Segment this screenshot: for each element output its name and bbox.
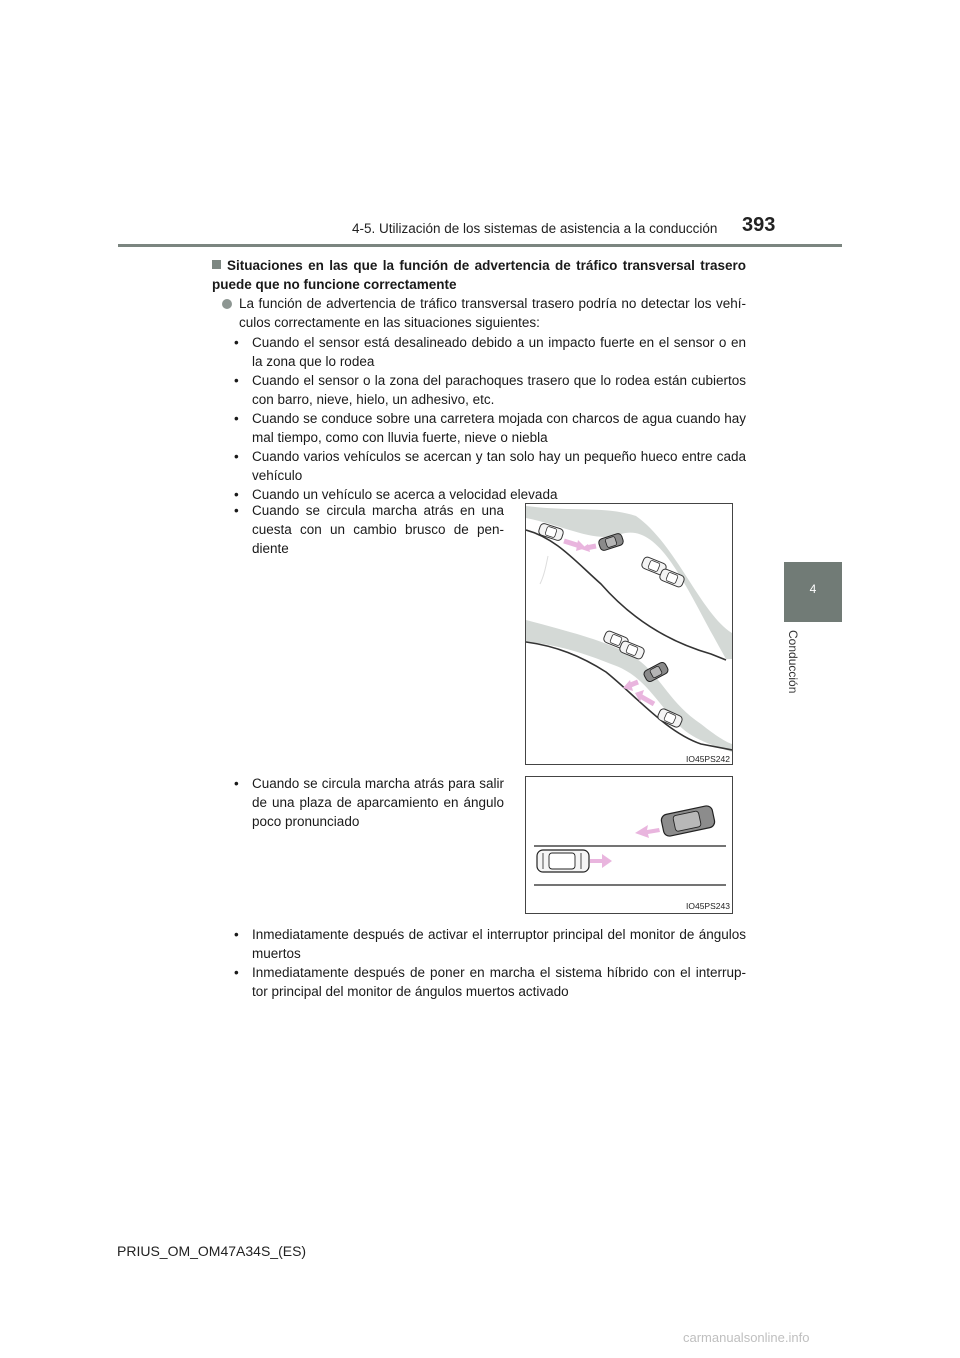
intro-paragraph: [222, 294, 746, 332]
circle-bullet-icon: [222, 299, 232, 309]
figure-code: IO45PS242: [686, 754, 730, 764]
list-item: • Cuando el sensor está desalineado debido a un impacto fuerte en el sensor o en la zona que lo rodea: [232, 333, 746, 371]
chapter-tab: [784, 562, 842, 622]
parking-diagram: [526, 777, 732, 913]
list-item: • Cuando varios vehículos se acercan y tan solo hay un pequeño hueco entre cada vehículo: [232, 447, 746, 485]
slope-diagram: [526, 504, 732, 764]
slope-illustration: [525, 503, 733, 765]
list-item: • Cuando el sensor o la zona del parachoques trasero que lo rodea están cubiertos con barro, nieve, hielo, un adhesivo, etc.: [232, 371, 746, 409]
watermark: carmanualsonline.info: [683, 1330, 810, 1345]
page-number: 393: [742, 214, 776, 236]
condition-list-top: [232, 333, 746, 504]
document-code-footer: PRIUS_OM_OM47A34S_(ES): [117, 1243, 307, 1259]
parking-illustration: [525, 776, 733, 914]
figure-code: IO45PS243: [686, 901, 730, 911]
chapter-name: [786, 630, 800, 710]
section-heading-text: Situaciones en las que la función de advertencia de tráfico transversal trasero puede que no funcione correctamente: [212, 258, 746, 292]
list-item: • Cuando se conduce sobre una carretera mojada con charcos de agua cuando hay mal tiempo, como con lluvia fuerte, nieve o niebla: [232, 409, 746, 447]
header-rule: [118, 244, 842, 247]
intro-text: La función de advertencia de tráfico transversal trasero podría no detectar los vehí- culos correctamente en las situaciones siguientes:: [239, 296, 746, 330]
list-item: • Cuando se circula marcha atrás en una cuesta con un cambio brusco de pen- diente: [232, 501, 504, 558]
list-item: • Inmediatamente después de poner en marcha el sistema híbrido con el interrup- tor principal del monitor de ángulos muertos activado: [232, 963, 746, 1001]
list-item: • Inmediatamente después de activar el interruptor principal del monitor de ángulos muertos: [232, 925, 746, 963]
section-heading: [212, 256, 746, 294]
condition-list-bottom: [232, 925, 746, 1001]
chapter-number: 4: [809, 582, 817, 596]
figure1-caption: [232, 501, 504, 558]
list-item: • Cuando se circula marcha atrás para salir de una plaza de aparcamiento en ángulo poco pronunciado: [232, 774, 504, 831]
square-bullet-icon: [212, 260, 221, 269]
chapter-name-label: Conducción: [786, 630, 800, 694]
figure2-caption: [232, 774, 504, 831]
running-header: 4-5. Utilización de los sistemas de asistencia a la conducción: [352, 221, 718, 236]
list-item: • Cuando un vehículo se acerca a velocidad elevada: [232, 485, 746, 504]
